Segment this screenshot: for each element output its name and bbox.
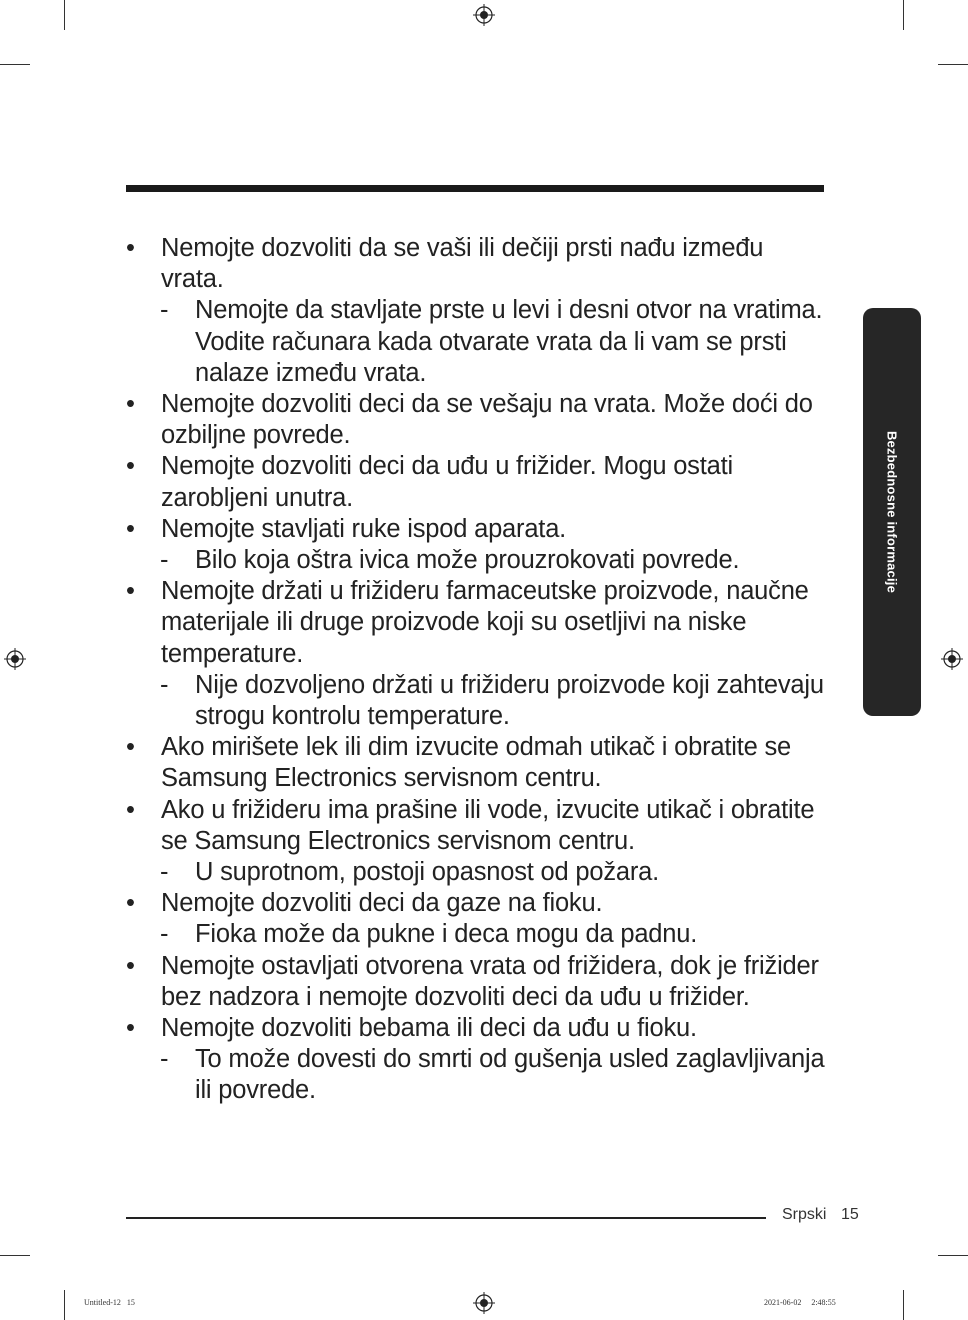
crop-mark <box>903 0 904 30</box>
sub-item <box>126 545 826 576</box>
dash-icon: - <box>160 858 169 887</box>
sub-item <box>126 1044 826 1106</box>
dash-icon: - <box>160 670 169 699</box>
bullet-icon: • <box>126 577 135 606</box>
list-item <box>126 451 826 513</box>
page-number: 15 <box>841 1206 859 1223</box>
dash-icon: - <box>160 546 169 575</box>
bullet-icon: • <box>126 452 135 481</box>
sub-item <box>126 919 826 950</box>
print-info-timestamp: 2021-06-02 2:48:55 <box>764 1298 836 1307</box>
bottom-rule <box>126 1217 766 1219</box>
item-text: Ako mirišete lek ili dim izvucite odmah utikač i obratite se Samsung Electronics servisnom centru. <box>161 733 791 793</box>
item-text: Nemojte dozvoliti deci da se vešaju na vrata. Može doći do ozbiljne povrede. <box>161 390 813 450</box>
item-text: Nemojte ostavljati otvorena vrata od frižidera, dok je frižider bez nadzora i nemojte dozvoliti deci da uđu u frižider. <box>161 951 819 1011</box>
sub-item-text: Fioka može da pukne i deca mogu da padnu. <box>195 920 698 949</box>
bullet-icon: • <box>126 733 135 762</box>
item-text: Nemojte dozvoliti deci da gaze na fioku. <box>161 889 603 918</box>
list-item <box>126 795 826 857</box>
crop-mark <box>64 0 65 30</box>
crop-mark <box>64 1290 65 1320</box>
bullet-icon: • <box>126 795 135 824</box>
bullet-icon: • <box>126 234 135 262</box>
footer-language: Srpski <box>782 1206 827 1223</box>
sub-item <box>126 857 826 888</box>
item-text: Nemojte dozvoliti da se vaši ili dečiji prsti nađu između vrata. <box>161 234 764 294</box>
section-side-tab <box>863 308 921 716</box>
dash-icon: - <box>160 920 169 949</box>
safety-list <box>126 233 826 1107</box>
item-text: Ako u frižideru ima prašine ili vode, izvucite utikač i obratite se Samsung Electronics servisnom centru. <box>161 795 815 855</box>
bullet-icon: • <box>126 514 135 543</box>
bullet-icon: • <box>126 390 135 419</box>
item-text: Nemojte držati u frižideru farmaceutske proizvode, naučne materijale ili druge proizvode koji su osetljivi na niske temperature. <box>161 577 809 668</box>
list-item <box>126 389 826 451</box>
list-item <box>126 233 826 295</box>
registration-mark-icon <box>4 648 26 670</box>
crop-mark <box>903 1290 904 1320</box>
bullet-icon: • <box>126 951 135 980</box>
sub-item-text: To može dovesti do smrti od gušenja usled zaglavljivanja ili povrede. <box>195 1045 825 1105</box>
crop-mark <box>0 64 30 65</box>
item-text: Nemojte dozvoliti bebama ili deci da uđu u fioku. <box>161 1014 697 1043</box>
print-info-file: Untitled-12 15 <box>84 1298 135 1307</box>
sub-item-text: U suprotnom, postoji opasnost od požara. <box>195 858 660 887</box>
item-text: Nemojte stavljati ruke ispod aparata. <box>161 514 567 543</box>
dash-icon: - <box>160 1045 169 1074</box>
sub-item <box>126 670 826 732</box>
list-item <box>126 888 826 919</box>
list-item <box>126 732 826 794</box>
list-item <box>126 951 826 1013</box>
crop-mark <box>938 64 968 65</box>
sub-item-text: Nemojte da stavljate prste u levi i desni otvor na vratima. Vodite računara kada otvarate vrata da li vam se prsti nalaze između vrata. <box>195 296 823 387</box>
section-side-tab-label: Bezbednosne informacije <box>884 430 900 594</box>
crop-mark <box>938 1255 968 1256</box>
registration-mark-icon <box>473 4 495 26</box>
registration-mark-icon <box>473 1292 495 1314</box>
dash-icon: - <box>160 296 169 325</box>
sub-item <box>126 295 826 389</box>
registration-mark-icon <box>941 648 963 670</box>
sub-item-text: Nije dozvoljeno držati u frižideru proizvode koji zahtevaju strogu kontrolu temperature. <box>195 670 824 731</box>
list-item <box>126 514 826 545</box>
sub-item-text: Bilo koja oštra ivica može prouzrokovati povrede. <box>195 546 740 575</box>
item-text: Nemojte dozvoliti deci da uđu u frižider. Mogu ostati zarobljeni unutra. <box>161 452 733 512</box>
top-rule <box>126 185 824 192</box>
bullet-icon: • <box>126 889 135 918</box>
bullet-icon: • <box>126 1014 135 1043</box>
list-item <box>126 1013 826 1044</box>
crop-mark <box>0 1255 30 1256</box>
list-item <box>126 576 826 670</box>
